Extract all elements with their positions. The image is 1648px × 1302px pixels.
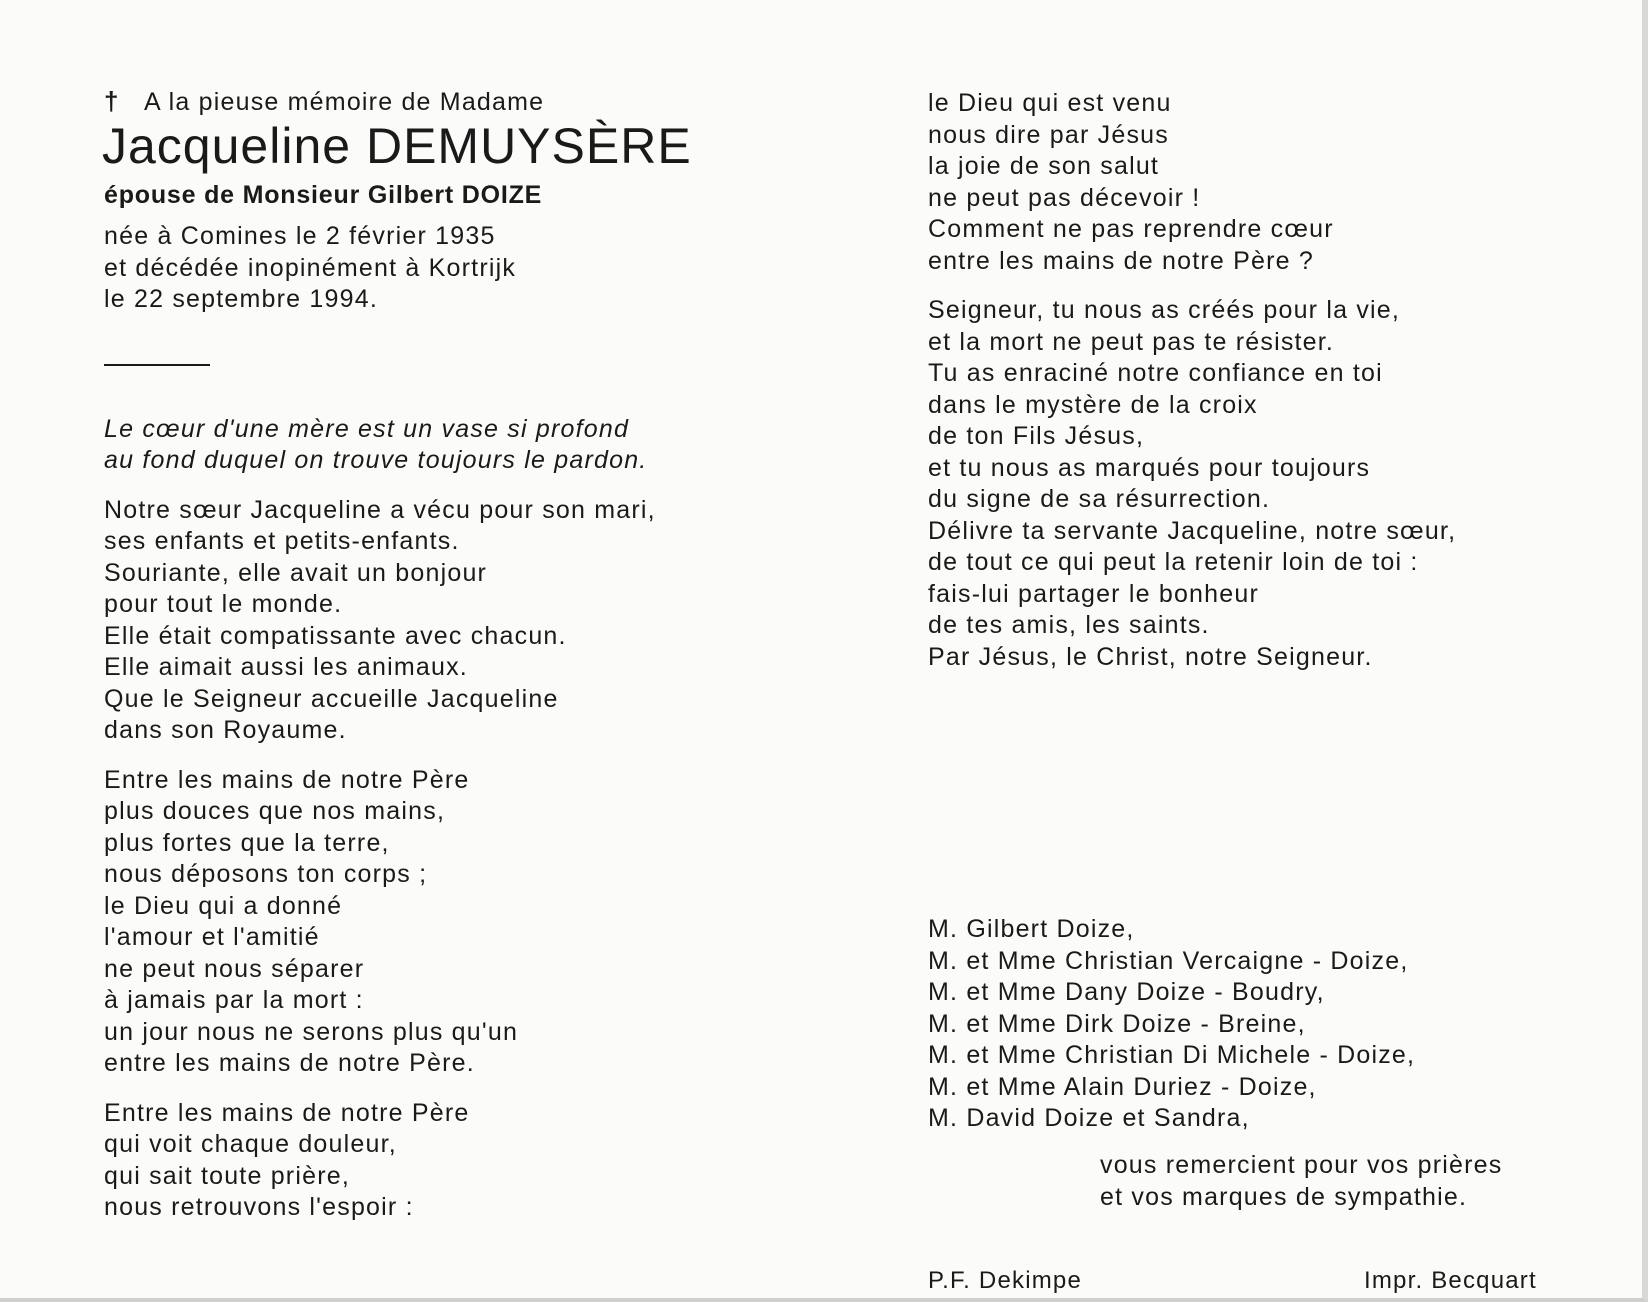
poem-line: le Dieu qui est venu: [928, 89, 1172, 117]
quote-line: Le cœur d'une mère est un vase si profond: [104, 414, 630, 443]
family-member: M. et Mme Christian Di Michele - Doize,: [928, 1041, 1416, 1069]
quote-block: [104, 414, 804, 477]
poem-stanza-2-continued: [928, 88, 1628, 277]
birth-death-block: [104, 221, 804, 316]
poem-line: Entre les mains de notre Père: [104, 765, 470, 794]
poem-line: nous retrouvons l'espoir :: [104, 1193, 414, 1221]
prayer-line: fais-lui partager le bonheur: [928, 579, 1259, 608]
prayer-line: et tu nous as marqués pour toujours: [928, 453, 1371, 482]
prayer-line: de tout ce qui peut la retenir loin de toi :: [928, 548, 1419, 576]
left-column: [104, 86, 804, 1224]
poem-line: qui voit chaque douleur,: [104, 1130, 397, 1158]
poem-line: Comment ne pas reprendre cœur: [928, 215, 1334, 243]
prayer-line: et la mort ne peut pas te résister.: [928, 327, 1335, 356]
family-member: M. et Mme Christian Vercaigne - Doize,: [928, 946, 1409, 975]
intro-row: [104, 86, 804, 117]
tribute-line: Notre sœur Jacqueline a vécu pour son mari,: [104, 495, 656, 524]
thanks-line: et vos marques de sympathie.: [1100, 1182, 1468, 1211]
divider: [104, 364, 210, 366]
poem-stanza-1: [104, 765, 804, 1080]
poem-line: qui sait toute prière,: [104, 1161, 350, 1190]
spouse-line: épouse de Monsieur Gilbert DOIZE: [104, 181, 543, 209]
tribute-line: ses enfants et petits-enfants.: [104, 527, 460, 555]
family-list: [928, 914, 1415, 1135]
prayer-line: de tes amis, les saints.: [928, 611, 1210, 639]
birth-line: née à Comines le 2 février 1935: [104, 222, 496, 250]
tribute-line: Souriante, elle avait un bonjour: [104, 558, 488, 587]
tribute-line: dans son Royaume.: [104, 716, 347, 744]
prayer-line: du signe de sa résurrection.: [928, 485, 1271, 513]
poem-line: à jamais par la mort :: [104, 986, 364, 1014]
thanks-line: vous remercient pour vos prières: [1100, 1151, 1503, 1179]
printer-credit: Impr. Becquart: [1364, 1267, 1537, 1294]
deceased-name: Jacqueline DEMUYSÈRE: [102, 118, 692, 174]
poem-line: ne peut nous séparer: [104, 954, 365, 983]
tribute-line: Que le Seigneur accueille Jacqueline: [104, 684, 559, 713]
prayer-line: Seigneur, tu nous as créés pour la vie,: [928, 296, 1401, 324]
prayer-line: de ton Fils Jésus,: [928, 422, 1145, 450]
family-member: M. et Mme Dany Doize - Boudry,: [928, 978, 1325, 1006]
tribute-block: [104, 495, 804, 747]
death-line: et décédée inopinément à Kortrijk: [104, 253, 517, 282]
poem-line: la joie de son salut: [928, 152, 1160, 180]
cross-icon: †: [104, 86, 120, 116]
funeral-home: P.F. Dekimpe: [928, 1267, 1083, 1294]
poem-line: le Dieu qui a donné: [104, 891, 343, 920]
family-member: M. David Doize et Sandra,: [928, 1104, 1250, 1132]
tribute-line: pour tout le monde.: [104, 590, 343, 618]
tribute-line: Elle aimait aussi les animaux.: [104, 653, 468, 681]
family-member: M. Gilbert Doize,: [928, 915, 1135, 943]
poem-line: entre les mains de notre Père ?: [928, 246, 1315, 275]
prayer-line: Par Jésus, le Christ, notre Seigneur.: [928, 642, 1373, 671]
poem-line: plus fortes que la terre,: [104, 828, 390, 857]
poem-line: ne peut pas décevoir !: [928, 183, 1201, 212]
poem-line: nous dire par Jésus: [928, 120, 1169, 149]
poem-line: entre les mains de notre Père.: [104, 1049, 475, 1077]
family-member: M. et Mme Dirk Doize - Breine,: [928, 1009, 1306, 1038]
tribute-line: Elle était compatissante avec chacun.: [104, 621, 567, 650]
thanks-block: [1100, 1150, 1502, 1213]
right-column: [928, 88, 1628, 673]
intro-text: A la pieuse mémoire de Madame: [144, 88, 545, 116]
poem-line: Entre les mains de notre Père: [104, 1098, 470, 1127]
poem-stanza-2: [104, 1098, 804, 1224]
death-date-line: le 22 septembre 1994.: [104, 285, 378, 313]
family-member: M. et Mme Alain Duriez - Doize,: [928, 1072, 1317, 1101]
poem-line: l'amour et l'amitié: [104, 923, 320, 951]
prayer-line: dans le mystère de la croix: [928, 390, 1258, 419]
prayer-block: [928, 295, 1628, 673]
quote-line: au fond duquel on trouve toujours le pardon.: [104, 446, 648, 474]
poem-line: plus douces que nos mains,: [104, 797, 446, 825]
poem-line: un jour nous ne serons plus qu'un: [104, 1017, 519, 1046]
prayer-line: Tu as enraciné notre confiance en toi: [928, 359, 1383, 387]
poem-line: nous déposons ton corps ;: [104, 860, 428, 888]
prayer-line: Délivre ta servante Jacqueline, notre sœur,: [928, 516, 1457, 545]
